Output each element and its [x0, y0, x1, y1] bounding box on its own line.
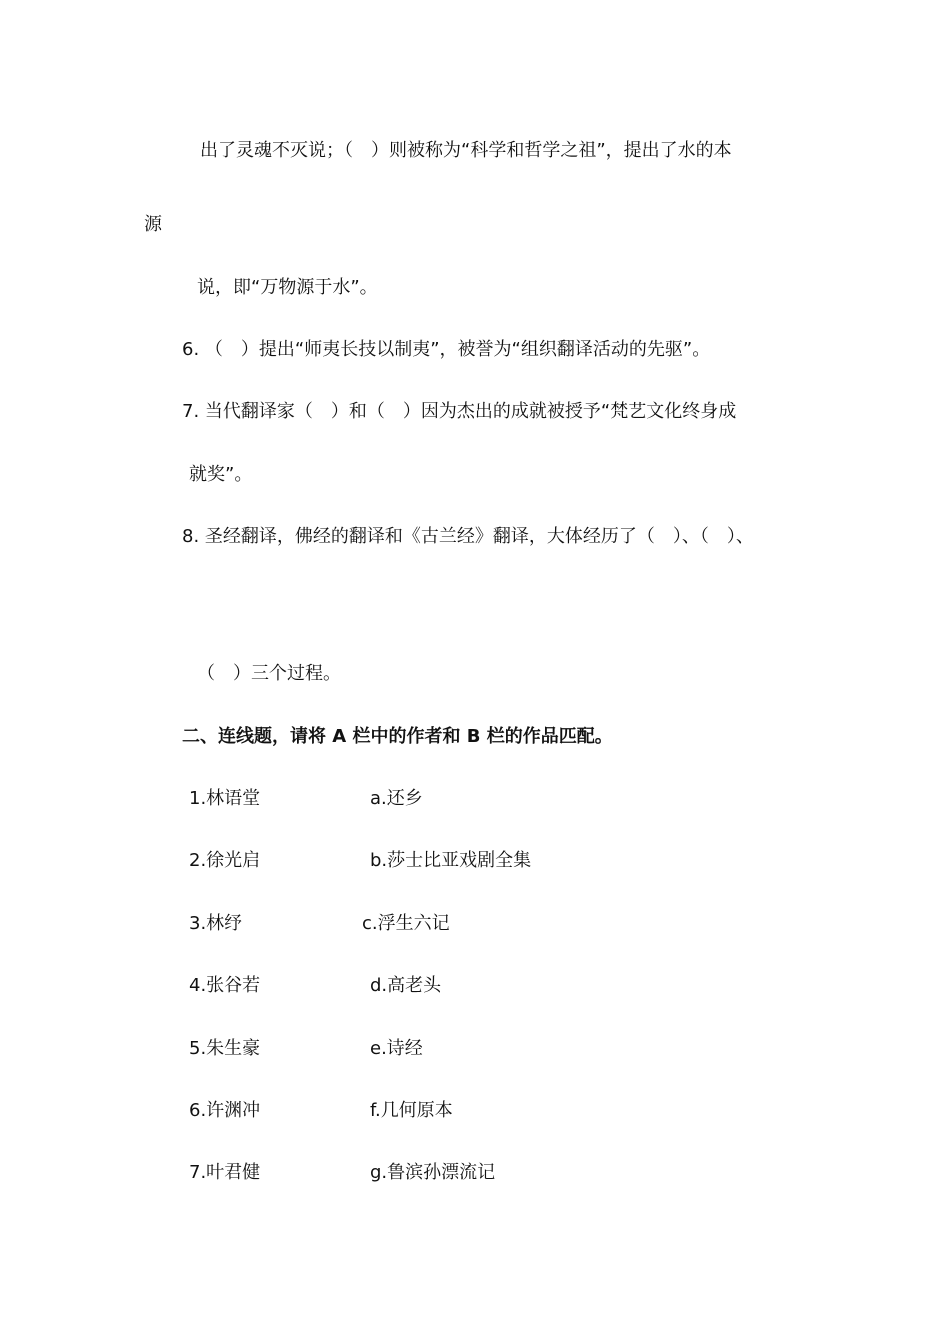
question-7: 7. 当代翻译家（ ）和（ ）因为杰出的成就被授予“梵艺文化终身成	[182, 401, 737, 422]
work-item: c.浮生六记	[362, 913, 450, 934]
author-item: 2.徐光启	[189, 850, 261, 871]
question-8-cont: （ ）三个过程。	[197, 663, 341, 684]
author-item: 3.林纾	[189, 913, 243, 934]
work-item: g.鲁滨孙漂流记	[370, 1162, 496, 1183]
author-item: 1.林语堂	[189, 788, 261, 809]
work-item: f.几何原本	[370, 1100, 453, 1121]
question-8: 8. 圣经翻译，佛经的翻译和《古兰经》翻译，大体经历了（ ）、（ ）、	[182, 526, 754, 547]
question-7-cont: 就奖”。	[189, 464, 253, 485]
section-heading: 二、连线题，请将 A 栏中的作者和 B 栏的作品匹配。	[182, 726, 613, 747]
text-line: 说，即“万物源于水”。	[197, 277, 378, 298]
text-line: 出了灵魂不灭说；（ ）则被称为“科学和哲学之祖”，提出了水的本	[200, 140, 732, 161]
question-6: 6. （ ）提出“师夷长技以制夷”，被誉为“组织翻译活动的先驱”。	[182, 339, 711, 360]
author-item: 4.张谷若	[189, 975, 261, 996]
work-item: a.还乡	[370, 788, 423, 809]
author-item: 5.朱生豪	[189, 1038, 261, 1059]
author-item: 6.许渊冲	[189, 1100, 261, 1121]
author-item: 7.叶君健	[189, 1162, 261, 1183]
work-item: d.高老头	[370, 975, 442, 996]
text-line: 源	[144, 214, 162, 235]
work-item: b.莎士比亚戏剧全集	[370, 850, 532, 871]
work-item: e.诗经	[370, 1038, 423, 1059]
